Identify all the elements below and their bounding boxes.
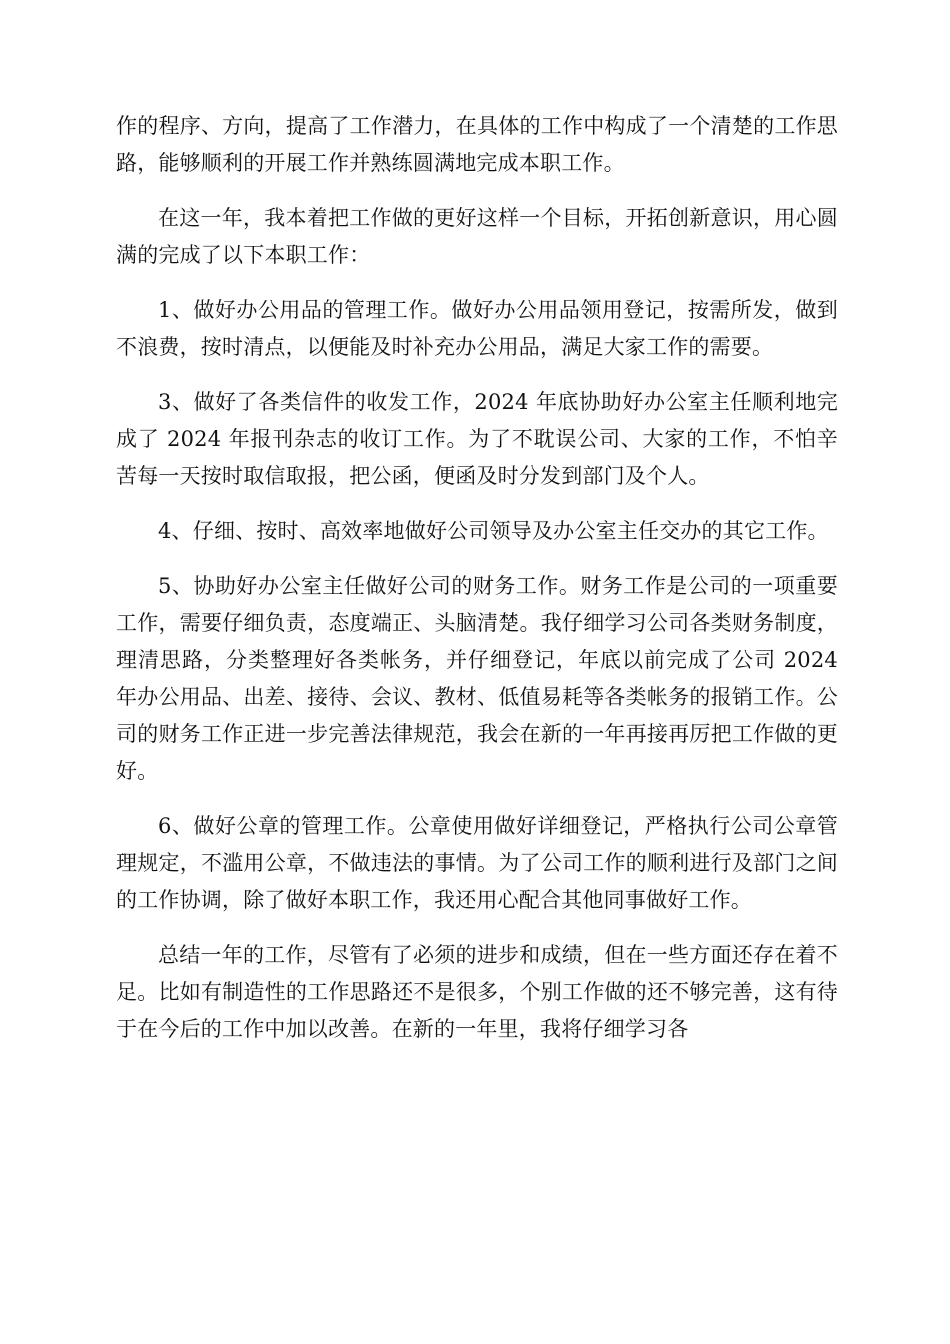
paragraph-continuation: 作的程序、方向，提高了工作潜力，在具体的工作中构成了一个清楚的工作思路，能够顺利的开展工作并熟练圆满地完成本职工作。 [116, 114, 838, 175]
paragraph-summary: 总结一年的工作，尽管有了必须的进步和成绩，但在一些方面还存在着不足。比如有制造性的工作思路还不是很多，个别工作做的还不够完善，这有待于在今后的工作中加以改善。在新的一年里，我将仔细学习各 [116, 943, 838, 1041]
paragraph-intro: 在这一年，我本着把工作做的更好这样一个目标，开拓创新意识，用心圆满的完成了以下本职工作： [116, 206, 838, 267]
paragraph-item-1: 1、做好办公用品的管理工作。做好办公用品领用登记，按需所发，做到不浪费，按时清点，以便能及时补充办公用品，满足大家工作的需要。 [116, 298, 838, 359]
paragraph-item-3: 3、做好了各类信件的收发工作，2024 年底协助好办公室主任顺利地完成了 2024 年报刊杂志的收订工作。为了不耽误公司、大家的工作，不怕辛苦每一天按时取信取报，把公函，便函及时分发到部门及个人。 [116, 390, 838, 488]
paragraph-item-4: 4、仔细、按时、高效率地做好公司领导及办公室主任交办的其它工作。 [158, 519, 829, 543]
document-body [116, 108, 838, 1066]
paragraph-item-6: 6、做好公章的管理工作。公章使用做好详细登记，严格执行公司公章管理规定，不滥用公章，不做违法的事情。为了公司工作的顺利进行及部门之间的工作协调，除了做好本职工作，我还用心配合其他同事做好工作。 [116, 814, 838, 912]
paragraph-item-5: 5、协助好办公室主任做好公司的财务工作。财务工作是公司的一项重要工作，需要仔细负责，态度端正、头脑清楚。我仔细学习公司各类财务制度，理清思路，分类整理好各类帐务，并仔细登记，年底以前完成了公司 2024 年办公用品、出差、接待、会议、教材、低值易耗等各类帐务的报销工作。公司的财务工作正进一步完善法律规范，我会在新的一年再接再厉把工作做的更好。 [116, 574, 838, 783]
